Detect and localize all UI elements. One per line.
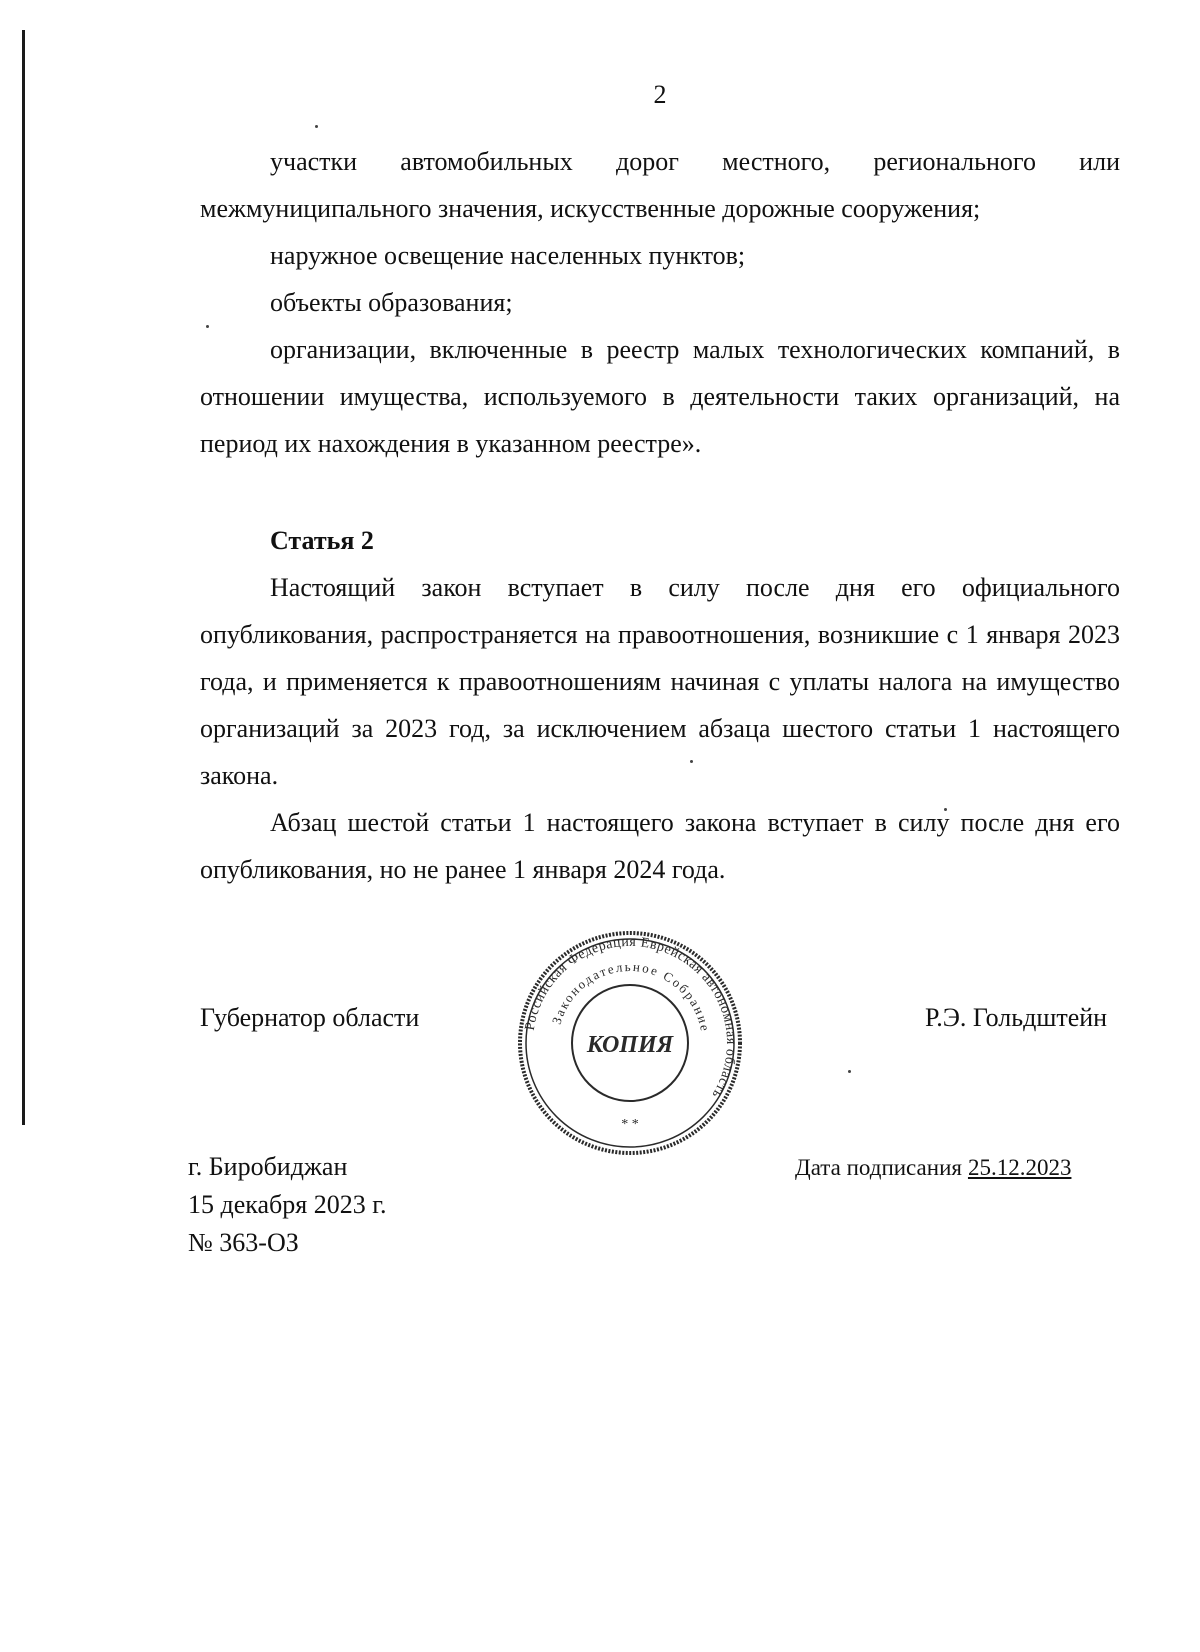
article-2 xyxy=(200,517,1120,893)
scan-speck xyxy=(848,1070,851,1073)
law-number: № 363-ОЗ xyxy=(188,1228,299,1257)
section-1-continuation xyxy=(200,138,1120,467)
scan-speck xyxy=(315,125,318,128)
article-2-paragraph-2: Абзац шестой статьи 1 настоящего закона вступает в силу после дня его опубликования, но не ранее 1 января 2024 года. xyxy=(200,808,1120,884)
stamp-inner-text: Законодательное Собрание xyxy=(548,958,714,1034)
place-and-date-block xyxy=(188,1148,386,1262)
signing-date-label: Дата подписания xyxy=(795,1155,962,1180)
paragraph-roads: участки автомобильных дорог местного, регионального или межмуниципального значения, искусственные дорожные сооружения; xyxy=(200,147,1120,223)
scan-edge-line xyxy=(22,30,25,1125)
city: г. Биробиджан xyxy=(188,1152,348,1181)
article-2-paragraph-1: Настоящий закон вступает в силу после дня его официального опубликования, распространяется на правоотношения, возникшие с 1 января 2023 года, и применяется к правоотношениям начиная с уплаты налога на имущество организаций за 2023 год, за исключением абзаца шестого статьи 1 настоящего закона. xyxy=(200,573,1120,790)
paragraph-tech-companies: организации, включенные в реестр малых технологических компаний, в отношении имущества, используемого в деятельности таких организаций, на период их нахождения в указанном реестре». xyxy=(200,335,1120,458)
page-number: 2 xyxy=(653,80,667,109)
stamp-center-text: КОПИЯ xyxy=(586,1032,674,1058)
article-2-heading: Статья 2 xyxy=(270,526,374,555)
stamp-marks: * * xyxy=(621,1117,639,1132)
official-seal-stamp xyxy=(515,928,745,1158)
signing-date-line xyxy=(795,1155,1071,1181)
signatory-name: Р.Э. Гольдштейн xyxy=(925,1003,1108,1032)
stamp-outer-text: Российская Федерация Еврейская автономная область xyxy=(522,934,739,1101)
signatory-position: Губернатор области xyxy=(200,1003,420,1032)
signing-date-value: 25.12.2023 xyxy=(967,1155,1072,1180)
paragraph-education: объекты образования; xyxy=(270,288,513,317)
paragraph-lighting: наружное освещение населенных пунктов; xyxy=(270,241,746,270)
adoption-date: 15 декабря 2023 г. xyxy=(188,1190,387,1219)
